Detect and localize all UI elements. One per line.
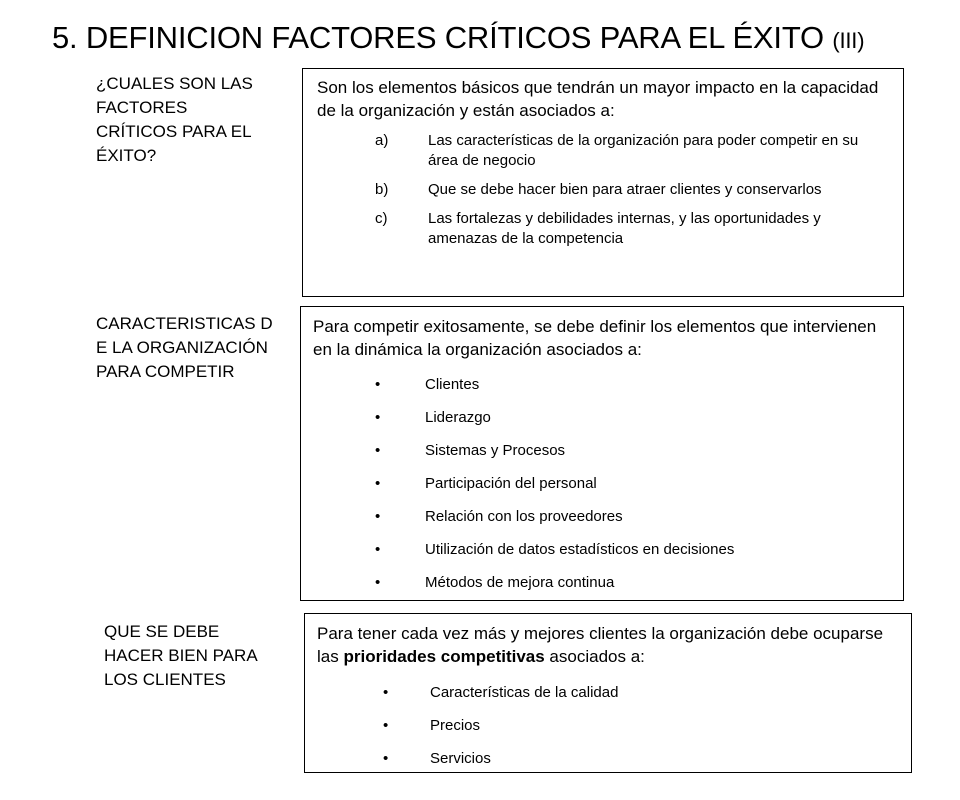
list-item-marker: a) (375, 132, 389, 149)
list-item-text: Participación del personal (425, 475, 597, 492)
list-item-text: Precios (430, 717, 481, 734)
bullet-icon: • (383, 750, 389, 767)
list-item-text: Las características de la organización para poder competir en su área de negocio (428, 132, 859, 169)
section-1-factor-list (317, 131, 889, 249)
bullet-icon: • (375, 442, 381, 459)
list-item-text: Características de la calidad (430, 684, 619, 701)
bullet-icon: • (375, 541, 381, 558)
bullet-icon: • (383, 717, 389, 734)
list-item-text: Sistemas y Procesos (425, 442, 566, 459)
section-2-question-label: CARACTERISTICAS DE LA ORGANIZACIÓN PARA COMPETIR (96, 314, 273, 381)
list-item-text: Clientes (425, 376, 480, 393)
list-item (317, 180, 889, 200)
list-item-text: Que se debe hacer bien para atraer clientes y conservarlos (428, 181, 822, 198)
section-3-intro-text (317, 622, 899, 668)
bullet-icon: • (375, 409, 381, 426)
section-2-element-list (313, 368, 891, 599)
list-item (313, 533, 891, 566)
list-item (317, 709, 899, 742)
list-item-marker: c) (375, 210, 388, 227)
section-2-definition-box (300, 306, 904, 601)
page-title (52, 20, 864, 56)
section-1-intro-text: Son los elementos básicos que tendrán un mayor impacto en la capacidad de la organización y están asociados a: (317, 78, 879, 120)
list-item (313, 401, 891, 434)
list-item (317, 742, 899, 775)
list-item-text: Las fortalezas y debilidades internas, y las oportunidades y amenazas de la competencia (428, 210, 821, 247)
list-item-text: Liderazgo (425, 409, 491, 426)
list-item-text: Métodos de mejora continua (425, 574, 615, 591)
bullet-icon: • (375, 508, 381, 525)
list-item (313, 368, 891, 401)
list-item (313, 434, 891, 467)
bullet-icon: • (375, 574, 381, 591)
section-3-intro-before: Para tener cada vez más y mejores clientes la organización debe ocuparse las (317, 624, 884, 666)
list-item-text: Servicios (430, 750, 491, 767)
page-title-suffix: (III) (832, 28, 865, 53)
bullet-icon: • (375, 376, 381, 393)
section-1-question-label: ¿CUALES SON LAS FACTORES CRÍTICOS PARA EL ÉXITO? (96, 74, 253, 165)
list-item (313, 500, 891, 533)
list-item-text: Relación con los proveedores (425, 508, 623, 525)
section-2-intro-text: Para competir exitosamente, se debe definir los elementos que intervienen en la dinámica la organización asociados a: (313, 317, 877, 359)
list-item (313, 467, 891, 500)
list-item-marker: b) (375, 181, 389, 198)
list-item (317, 209, 889, 249)
bullet-icon: • (375, 475, 381, 492)
list-item-text: Utilización de datos estadísticos en decisiones (425, 541, 735, 558)
page-title-main: 5. DEFINICION FACTORES CRÍTICOS PARA EL ÉXITO (52, 20, 824, 55)
list-item (317, 131, 889, 171)
section-3-intro-bold: prioridades competitivas (343, 647, 545, 666)
section-3-intro-after: asociados a: (544, 647, 645, 666)
list-item (313, 566, 891, 599)
section-3-question-label: QUE SE DEBE HACER BIEN PARA LOS CLIENTES (104, 622, 257, 689)
section-3-definition-box (304, 613, 912, 773)
bullet-icon: • (383, 684, 389, 701)
list-item (317, 676, 899, 709)
section-3-priority-list (317, 676, 899, 775)
section-1-definition-box (302, 68, 904, 297)
